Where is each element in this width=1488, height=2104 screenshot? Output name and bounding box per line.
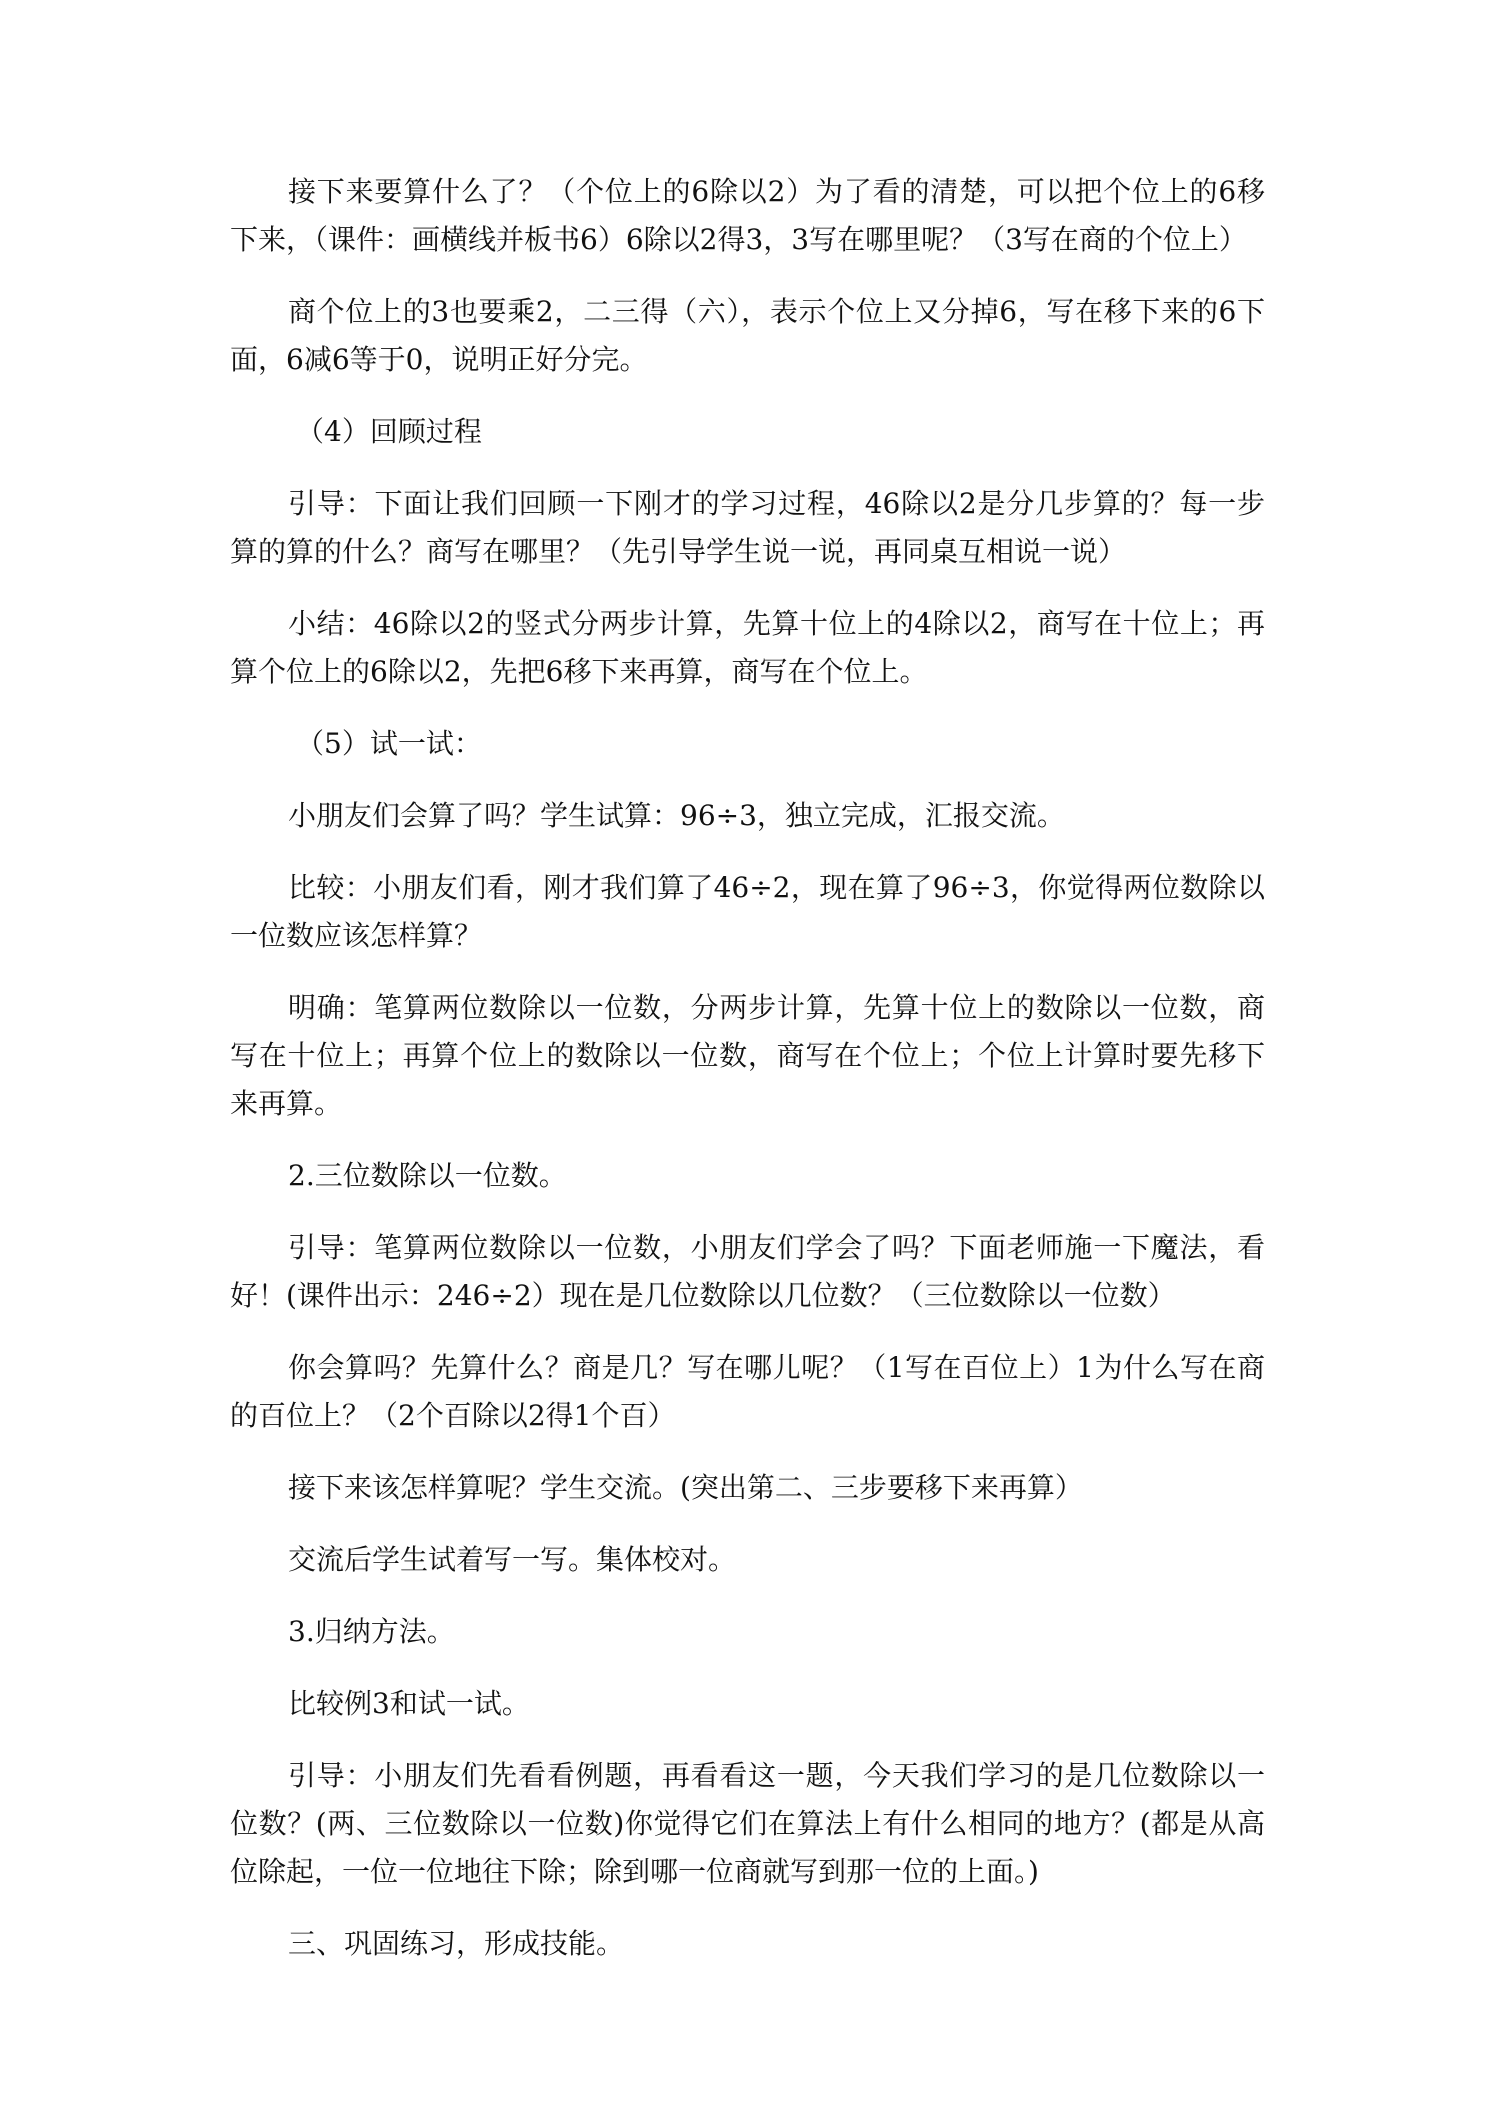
paragraph-guide-common: 引导：小朋友们先看看例题，再看看这一题，今天我们学习的是几位数除以一位数？(两、三位数除以一位数)你觉得它们在算法上有什么相同的地方？(都是从高位除起，一位一位地往下除；除到哪一位商就写到那一位的上面。) [230,1759,1265,1888]
paragraph-guide-review: 引导：下面让我们回顾一下刚才的学习过程，46除以2是分几步算的？每一步算的算的什么？商写在哪里？（先引导学生说一说，再同桌互相说一说） [230,487,1265,568]
heading-practice: 三、巩固练习，形成技能。 [288,1927,625,1960]
heading-three-digit-division: 2.三位数除以一位数。 [288,1159,567,1192]
paragraph-write-check: 交流后学生试着写一写。集体校对。 [288,1543,737,1576]
paragraph-compare: 比较：小朋友们看，刚才我们算了46÷2，现在算了96÷3，你觉得两位数除以一位数应该怎样算？ [230,871,1265,952]
paragraph-clarify: 明确：笔算两位数除以一位数，分两步计算，先算十位上的数除以一位数，商写在十位上；再算个位上的数除以一位数，商写在个位上；个位上计算时要先移下来再算。 [230,991,1265,1120]
paragraph-compare-example: 比较例3和试一试。 [288,1687,530,1720]
heading-summarize-method: 3.归纳方法。 [288,1615,455,1648]
paragraph-summary: 小结：46除以2的竖式分两步计算，先算十位上的4除以2，商写在十位上；再算个位上的6除以2，先把6移下来再算，商写在个位上。 [230,607,1265,688]
paragraph-ones-product: 商个位上的3也要乘2，二三得（六），表示个位上又分掉6，写在移下来的6下面，6减6等于0，说明正好分完。 [230,295,1265,376]
paragraph-guide-magic: 引导：笔算两位数除以一位数，小朋友们学会了吗？下面老师施一下魔法，看好！(课件出示：246÷2）现在是几位数除以几位数？（三位数除以一位数） [230,1231,1265,1312]
paragraph-next-how: 接下来该怎样算呢？学生交流。(突出第二、三步要移下来再算） [288,1471,1083,1504]
paragraph-can-you-calc: 你会算吗？先算什么？商是几？写在哪儿呢？（1写在百位上）1为什么写在商的百位上？（2个百除以2得1个百） [230,1351,1265,1432]
paragraph-next-step: 接下来要算什么了？（个位上的6除以2）为了看的清楚，可以把个位上的6移下来，（课件：画横线并板书6）6除以2得3，3写在哪里呢？（3写在商的个位上） [230,175,1265,256]
paragraph-try-calc: 小朋友们会算了吗？学生试算：96÷3，独立完成，汇报交流。 [288,799,1065,832]
subheading-try-it: （5）试一试： [296,727,482,760]
subheading-review-process: （4）回顾过程 [296,415,482,448]
document-page [230,168,1265,1992]
